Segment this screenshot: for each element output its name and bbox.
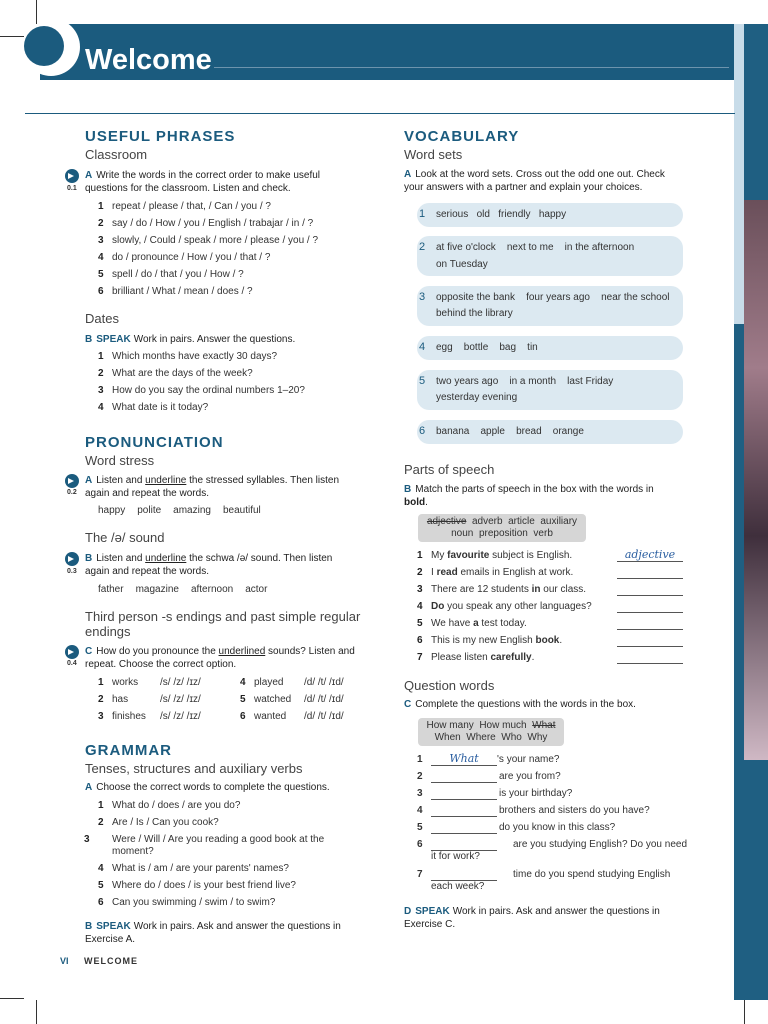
speak-label: SPEAK (96, 334, 131, 345)
pronunciation-title: PRONUNCIATION (85, 434, 224, 451)
list-item: 3 There are 12 students in our class. (417, 584, 685, 601)
list-item: 2 are you from? (417, 771, 561, 782)
answer-field[interactable] (431, 771, 497, 783)
word-set-4: 4 egg bottle bag tin (417, 336, 683, 360)
answer-field[interactable]: adjective (617, 550, 683, 562)
crop-mark (36, 1000, 37, 1024)
answer-field[interactable] (431, 869, 497, 881)
parts-of-speech-box: adjective adverb article auxiliary noun preposition verb (418, 514, 586, 542)
answer-field[interactable] (617, 584, 683, 596)
header-circle-icon (24, 26, 64, 66)
track-number: 0.4 (67, 660, 77, 667)
exercise-a-instruction (85, 169, 345, 195)
banner-rule (214, 67, 729, 68)
page-number: VI (60, 956, 69, 966)
footer-label: WELCOME (84, 956, 138, 966)
page-edge-highlight (734, 24, 744, 324)
audio-icon[interactable] (65, 552, 79, 566)
parts-match-list (417, 550, 685, 669)
phrase-list (98, 201, 338, 298)
list-item: 3 is your birthday? (417, 788, 573, 799)
word-sets-subtitle: Word sets (404, 147, 463, 162)
list-item: 4 played /d/ /t/ /ɪd/ (240, 677, 344, 688)
vocab-b-instruction: B Match the parts of speech in the box with the words in bold. (404, 484, 654, 508)
list-item: 5 do you know in this class? (417, 822, 616, 833)
pron-b-instruction: B Listen and underline the schwa /ə/ sound. Then listen again and repeat the words. (85, 553, 333, 577)
crop-mark (0, 998, 24, 999)
answer-field[interactable] (431, 822, 497, 834)
list-item: 5 We have a test today. (417, 618, 685, 635)
answer-field[interactable] (617, 635, 683, 647)
list-item: 5 Where do / does / is your best friend live? (98, 880, 296, 891)
grammar-title: GRAMMAR (85, 742, 172, 759)
audio-icon[interactable] (65, 169, 79, 183)
exercise-letter: A (85, 170, 93, 181)
crop-mark (0, 36, 24, 37)
list-item: 1 works /s/ /z/ /ɪz/ (98, 677, 201, 688)
list-item: 3 How do you say the ordinal numbers 1–20? (98, 385, 305, 396)
question-words-subtitle: Question words (404, 678, 495, 693)
list-item: 3 slowly, / Could / speak / more / please / you / ? (98, 235, 319, 246)
answer-field[interactable] (431, 839, 497, 851)
word-set-1: 1 serious old friendly happy (417, 203, 683, 227)
list-item: 1 My favourite subject is English. adjective (417, 550, 685, 567)
track-number: 0.2 (67, 489, 77, 496)
track-number: 0.3 (67, 568, 77, 575)
useful-phrases-title: USEFUL PHRASES (85, 128, 236, 145)
answer-field[interactable] (617, 652, 683, 664)
page-edge-photo (744, 200, 768, 760)
list-item: 5 spell / do / that / you / How / ? (98, 269, 244, 280)
ending-col-1 (98, 677, 228, 723)
classroom-subtitle: Classroom (85, 147, 148, 162)
answer-field[interactable] (617, 567, 683, 579)
answer-field[interactable] (431, 805, 497, 817)
list-item: 2 has /s/ /z/ /ɪz/ (98, 694, 201, 705)
third-person-subtitle: Third person -s endings and past simple regular endings (85, 609, 361, 639)
list-item: 4 What date is it today? (98, 402, 209, 413)
vocabulary-title: VOCABULARY (404, 128, 520, 145)
dates-list (98, 351, 338, 414)
question-words-box: How many How much What When Where Who Why (418, 718, 564, 746)
pron-c-instruction: C How do you pronounce the underlined sounds? Listen and repeat. Choose the correct option. (85, 646, 355, 670)
list-item: 5 watched /d/ /t/ /ɪd/ (240, 694, 344, 705)
header-rule (25, 113, 735, 114)
word-set-5: 5 two years ago in a month last Friday yesterday evening (417, 370, 683, 410)
grammar-subtitle: Tenses, structures and auxiliary verbs (85, 761, 303, 776)
parts-of-speech-subtitle: Parts of speech (404, 462, 495, 477)
list-item: 3 Were / Will / Are you reading a good book at the moment? (84, 834, 325, 857)
list-item: 6 are you studying English? Do you need it for work? (417, 839, 688, 862)
list-item: 1 Which months have exactly 30 days? (98, 351, 278, 362)
word-list: happy polite amazing beautiful (98, 505, 261, 516)
list-item: 2 I read emails in English at work. (417, 567, 685, 584)
list-item: 4 What is / am / are your parents' names? (98, 863, 289, 874)
word-set-3: 3 opposite the bank four years ago near the school behind the library (417, 286, 683, 326)
list-item: 6 This is my new English book. (417, 635, 685, 652)
speak-label: SPEAK (96, 921, 131, 932)
list-item: 7 Please listen carefully. (417, 652, 685, 669)
list-item: 4 Do you speak any other languages? (417, 601, 685, 618)
word-stress-subtitle: Word stress (85, 453, 155, 468)
list-item: 2 Are / Is / Can you cook? (98, 817, 219, 828)
track-number: 0.1 (67, 185, 77, 192)
crop-mark (36, 0, 37, 24)
question-words-list (417, 754, 687, 899)
vocab-d-instruction: D SPEAK Work in pairs. Ask and answer the questions in Exercise C. (404, 906, 660, 930)
answer-field[interactable]: What (431, 754, 497, 766)
list-item: 4 do / pronounce / How / you / that / ? (98, 252, 271, 263)
list-item: 1 repeat / please / that, / Can / you / ? (98, 201, 271, 212)
word-list: father magazine afternoon actor (98, 584, 268, 595)
list-item: 2 What are the days of the week? (98, 368, 253, 379)
answer-field[interactable] (431, 788, 497, 800)
grammar-list (84, 800, 328, 909)
answer-field[interactable] (617, 601, 683, 613)
grammar-b-instruction: B SPEAK Work in pairs. Ask and answer the questions in Exercise A. (85, 921, 341, 945)
audio-icon[interactable] (65, 474, 79, 488)
instruction-text: Write the words in the correct order to make useful questions for the classroom. Listen and check. (85, 170, 321, 194)
list-item: 6 wanted /d/ /t/ /ɪd/ (240, 711, 344, 722)
list-item: 7 time do you spend studying English each week? (417, 869, 671, 892)
list-item: 1 What do / does / are you do? (98, 800, 241, 811)
audio-icon[interactable] (65, 645, 79, 659)
list-item: 1 What 's your name? (417, 752, 560, 765)
grammar-a-instruction: A Choose the correct words to complete the questions. (85, 782, 330, 793)
ending-col-2 (240, 677, 370, 723)
speak-label: SPEAK (415, 906, 450, 917)
word-set-6: 6 banana apple bread orange (417, 420, 683, 444)
page-title: Welcome (85, 44, 212, 76)
pron-a-instruction: A Listen and underline the stressed syllables. Then listen again and repeat the words. (85, 475, 339, 499)
schwa-subtitle: The /ə/ sound (85, 530, 165, 545)
list-item: 6 Can you swimming / swim / to swim? (98, 897, 276, 908)
vocab-a-instruction: A Look at the word sets. Cross out the odd one out. Check your answers with a partner and explain your choices. (404, 169, 665, 193)
list-item: 3 finishes /s/ /z/ /ɪz/ (98, 711, 201, 722)
list-item: 4 brothers and sisters do you have? (417, 805, 650, 816)
dates-subtitle: Dates (85, 311, 119, 326)
exercise-b-instruction: B SPEAK Work in pairs. Answer the questions. (85, 334, 296, 345)
list-item: 6 brilliant / What / mean / does / ? (98, 286, 253, 297)
word-set-2: 2 at five o'clock next to me in the afternoon on Tuesday (417, 236, 683, 276)
crop-mark (744, 1000, 745, 1024)
list-item: 2 say / do / How / you / English / trabajar / in / ? (98, 218, 314, 229)
vocab-c-instruction: C Complete the questions with the words in the box. (404, 699, 636, 710)
answer-field[interactable] (617, 618, 683, 630)
